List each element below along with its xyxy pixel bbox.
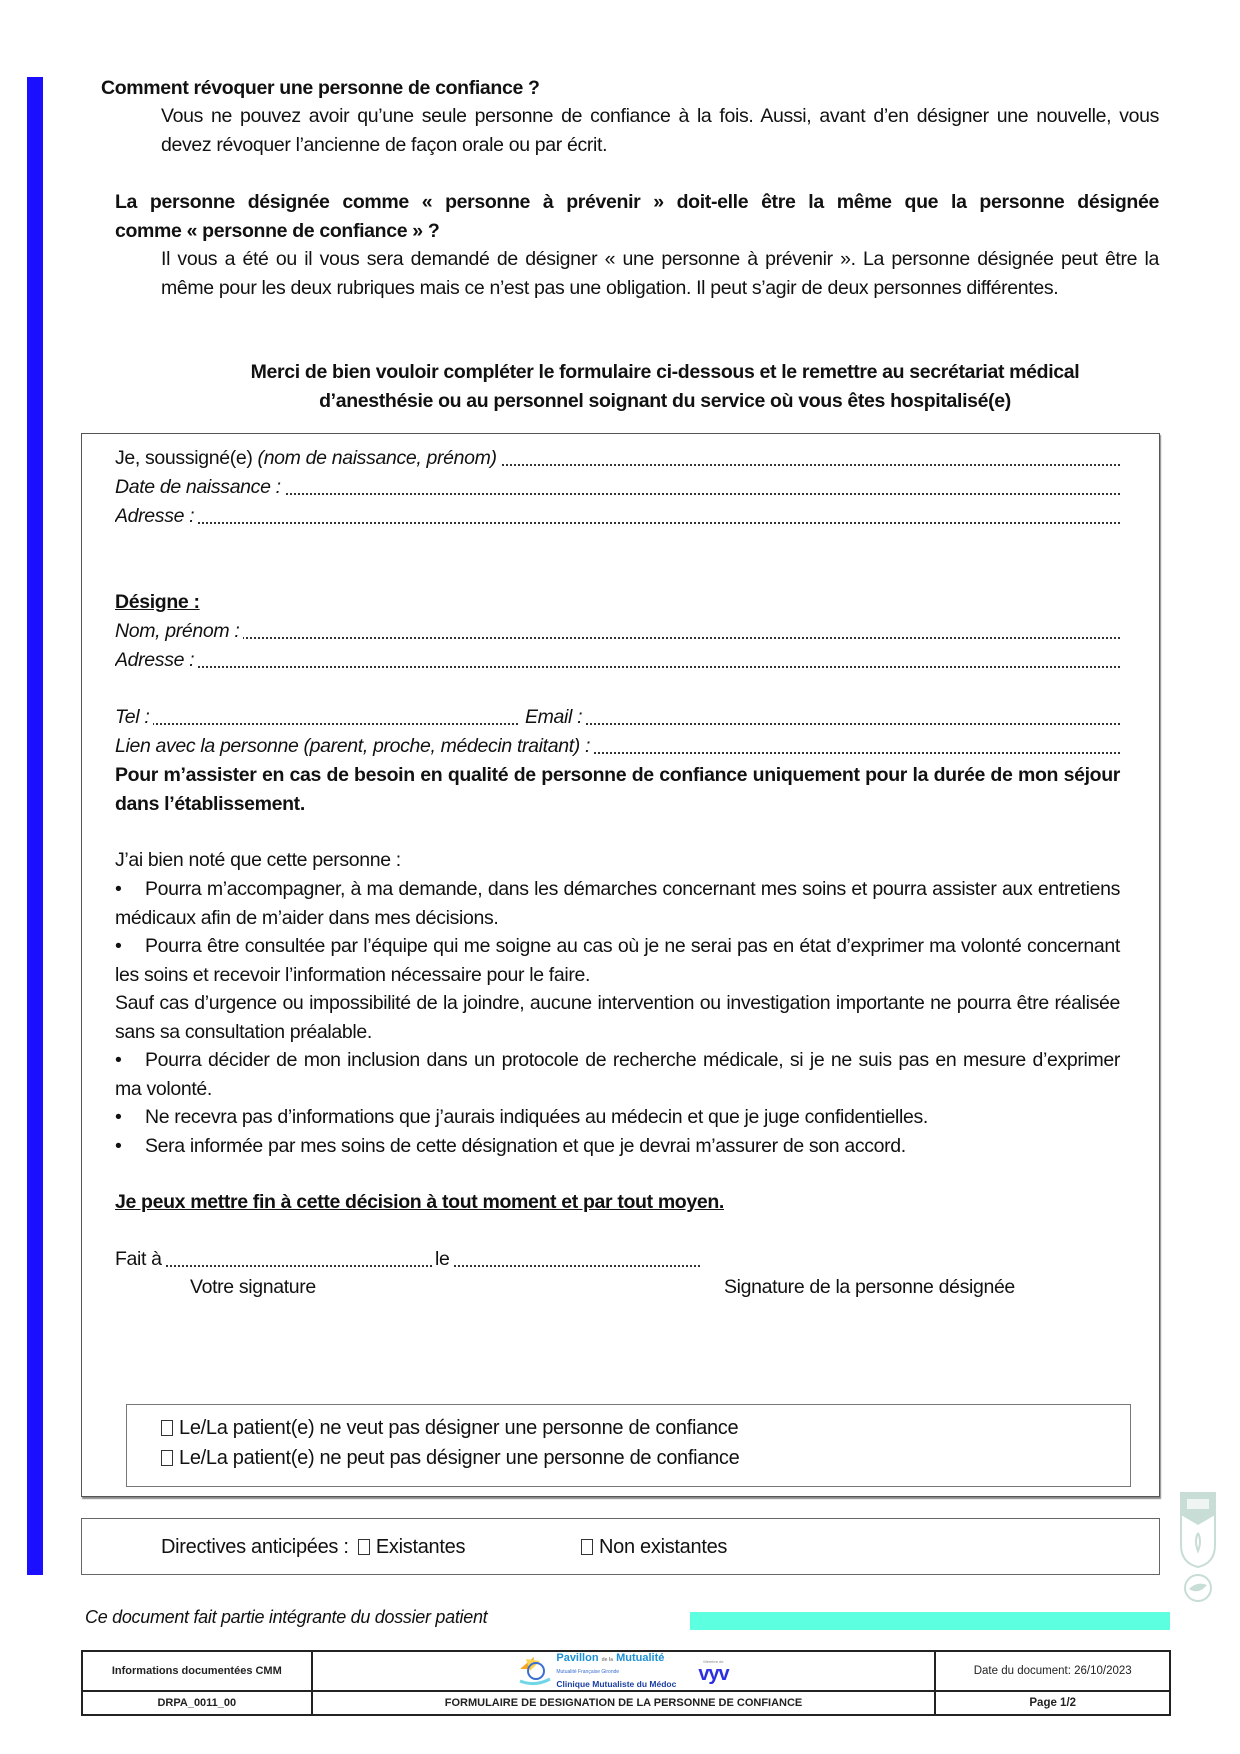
logo-line1: Pavillon [556, 1652, 599, 1664]
signer-name-label: Je, soussigné(e) [115, 447, 258, 469]
directives-existing-label: Existantes [375, 1536, 466, 1558]
designee-relation-field[interactable] [115, 732, 1120, 761]
date-label: le [435, 1248, 453, 1270]
footer-info-label: Informations documentées CMM [82, 1651, 312, 1691]
bullet-icon: • [115, 1135, 122, 1157]
bullet-icon: • [115, 1106, 122, 1128]
unable-designation-checkbox[interactable] [161, 1443, 739, 1473]
revoke-note: Je peux mettre fin à cette décision à tout moment et par tout moyen. [115, 1191, 724, 1213]
bullet-item: • Pourra m’accompagner, à ma demande, dans les démarches concernant mes soins et pourra assister aux entretiens médicaux afin de m’aider dans mes décisions. [115, 875, 1120, 932]
checkbox-icon[interactable] [161, 1450, 173, 1466]
designee-name-label: Nom, prénom : [115, 620, 243, 642]
section-text-contact-person: Il vous a été ou il vous sera demandé de désigner « une personne à prévenir ». La personne désignée peut être la même pour les deux rubriques mais ce n’est pas une obligation. Il peut s’agir de deux personnes différentes. [161, 248, 1159, 299]
directives-none-checkbox[interactable] [581, 1532, 727, 1562]
designee-tel-field[interactable] [115, 703, 518, 732]
instructions-line-1: Merci de bien vouloir compléter le formulaire ci-dessous et le remettre au secrétariat médical [250, 361, 1080, 383]
footer-doc-title: FORMULAIRE DE DESIGNATION DE LA PERSONNE DE CONFIANCE [312, 1691, 936, 1715]
form-instructions [190, 358, 1140, 416]
checkbox-icon[interactable] [581, 1539, 593, 1555]
signature-self-area[interactable] [120, 1305, 570, 1395]
bullet-icon: • [115, 935, 122, 957]
checkbox-icon[interactable] [358, 1539, 370, 1555]
footer-doc-code: DRPA_0011_00 [82, 1691, 312, 1715]
bullet-item: • Pourra décider de mon inclusion dans un protocole de recherche médicale, si je ne suis pas en mesure d’exprimer ma volonté. [115, 1046, 1120, 1103]
advance-directives-label: Directives anticipées : [161, 1536, 349, 1558]
signature-self-label: Votre signature [190, 1276, 316, 1298]
designee-email-field[interactable] [525, 703, 1120, 732]
designee-address-field[interactable] [115, 646, 1120, 675]
logo-line2: Mutualité Française Gironde [556, 1669, 620, 1675]
signer-birthdate-label: Date de naissance : [115, 476, 285, 498]
signer-address-label: Adresse : [115, 505, 198, 527]
place-date-row [115, 1245, 700, 1274]
document-footer-table [81, 1650, 1171, 1716]
bullet-icon: • [115, 1049, 122, 1071]
bullet-icon: • [115, 878, 122, 900]
teal-decorative-bar [690, 1612, 1170, 1630]
refuse-designation-checkbox[interactable] [161, 1413, 738, 1443]
refuse-designation-label: Le/La patient(e) ne veut pas désigner une personne de confiance [179, 1417, 739, 1439]
designee-heading: Désigne : [115, 591, 200, 613]
designation-purpose: Pour m’assister en cas de besoin en qualité de personne de confiance uniquement pour la durée de mon séjour dans l’établissement. [115, 764, 1120, 815]
designee-contact-row [115, 703, 1120, 732]
logo-line3: Clinique Mutualiste du Médoc [556, 1679, 677, 1689]
clinic-logo-icon [518, 1655, 552, 1687]
place-label: Fait à [115, 1248, 166, 1270]
section-heading-revoke: Comment révoquer une personne de confiance ? [101, 77, 540, 99]
footer-logo-cell: Pavillon de la Mutualité Mutualité Française Gironde Clinique Mutualiste du Médoc Membre de vyv [312, 1651, 936, 1691]
bullet-item: • Pourra être consultée par l’équipe qui me soigne au cas où je ne serai pas en état d’exprimer ma volonté concernant les soins et recevoir l’information nécessaire pour le faire. [115, 932, 1120, 989]
signer-name-field[interactable] [115, 444, 1120, 473]
side-watermark-icon [1175, 1485, 1225, 1605]
place-field[interactable] [115, 1245, 432, 1274]
instructions-line-2: d’anesthésie ou au personnel soignant du service où vous êtes hospitalisé(e) [319, 390, 1011, 412]
urgency-note: Sauf cas d’urgence ou impossibilité de la joindre, aucune intervention ou investigation importante ne pourra être réalisée sans sa consultation préalable. [115, 992, 1120, 1043]
section-text-revoke: Vous ne pouvez avoir qu’une seule personne de confiance à la fois. Aussi, avant d’en désigner une nouvelle, vous devez révoquer l’ancienne de façon orale ou par écrit. [161, 105, 1159, 156]
footnote: Ce document fait partie intégrante du dossier patient [85, 1607, 488, 1627]
heading-line-2: comme « personne de confiance » ? [115, 220, 440, 242]
heading-line-1: La personne désignée comme « personne à prévenir » doit-elle être la même que la personne désignée [115, 191, 1159, 213]
checkbox-icon[interactable] [161, 1420, 173, 1436]
directives-existing-checkbox[interactable] [354, 1536, 465, 1558]
signature-designee-label: Signature de la personne désignée [724, 1276, 1015, 1298]
advance-directives-row [161, 1532, 465, 1562]
section-heading-contact-person [115, 188, 1159, 246]
vyv-logo: Membre de vyv [698, 1659, 729, 1685]
bullet-item: • Ne recevra pas d’informations que j’aurais indiquées au médecin et que je juge confidentielles. [115, 1103, 1120, 1132]
signer-name-hint: (nom de naissance, prénom) [257, 447, 497, 469]
signature-designee-area[interactable] [680, 1305, 1130, 1395]
bullet-item: • Sera informée par mes soins de cette désignation et que je devrai m’assurer de son accord. [115, 1132, 1120, 1161]
signer-address-field[interactable] [115, 502, 1120, 531]
designee-relation-label: Lien avec la personne (parent, proche, médecin traitant) : [115, 735, 594, 757]
designee-name-field[interactable] [115, 617, 1120, 646]
unable-designation-label: Le/La patient(e) ne peut pas désigner une personne de confiance [179, 1447, 740, 1469]
footer-page-number: Page 1/2 [935, 1691, 1170, 1715]
signer-birthdate-field[interactable] [115, 473, 1120, 502]
directives-none-label: Non existantes [599, 1536, 728, 1558]
accent-margin-bar [27, 77, 43, 1575]
designee-tel-label: Tel : [115, 706, 153, 728]
noted-intro: J’ai bien noté que cette personne : [115, 849, 401, 871]
date-field[interactable] [435, 1245, 700, 1274]
designee-address-label: Adresse : [115, 649, 198, 671]
designee-email-label: Email : [525, 706, 586, 728]
footer-doc-date: Date du document: 26/10/2023 [935, 1651, 1170, 1691]
